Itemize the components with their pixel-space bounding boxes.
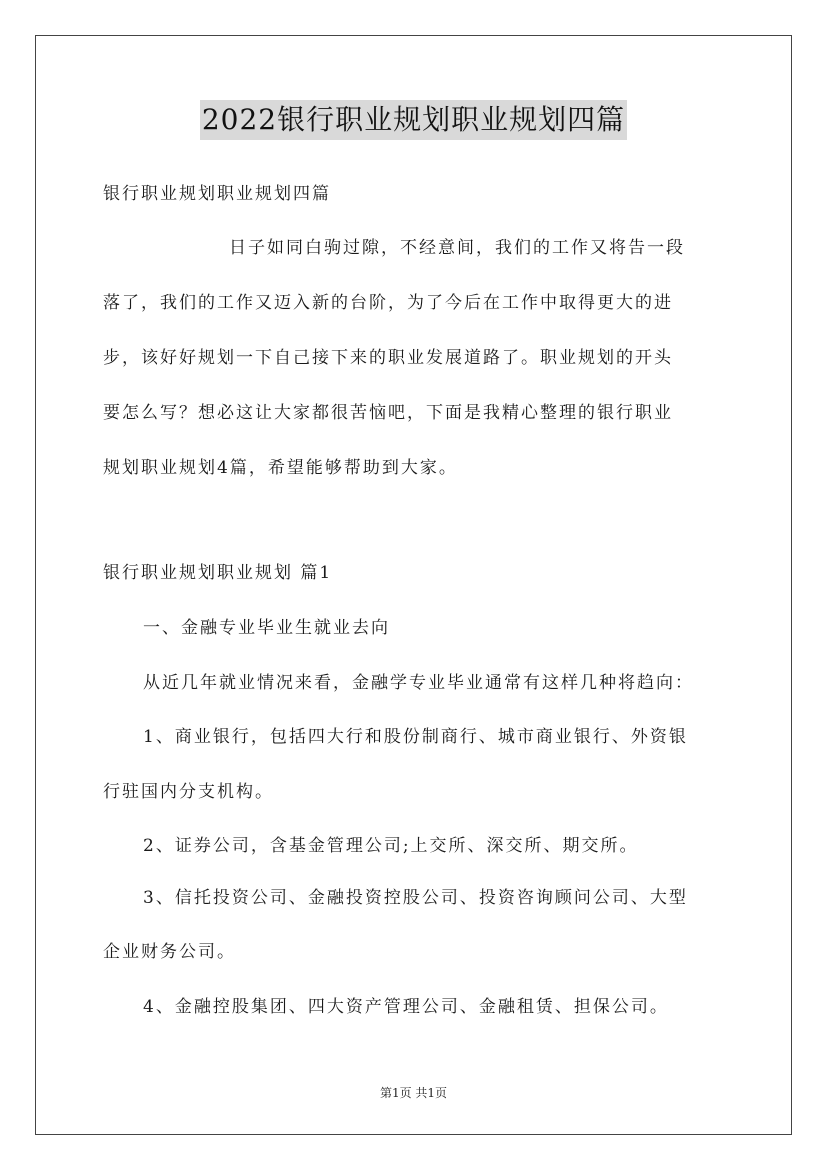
section-line-5: 2、证券公司，含基金管理公司;上交所、深交所、期交所。 (143, 836, 639, 856)
intro-line-3: 步，该好好规划一下自己接下来的职业发展道路了。职业规划的开头 (103, 348, 673, 368)
page-footer: 第1页 共1页 (379, 1086, 448, 1100)
intro-line-5: 规划职业规划4篇，希望能够帮助到大家。 (103, 458, 458, 478)
intro-line-4: 要怎么写？想必这让大家都很苦恼吧，下面是我精心整理的银行职业 (103, 403, 673, 423)
section-line-6: 3、信托投资公司、金融投资控股公司、投资咨询顾问公司、大型 (143, 888, 688, 908)
section-heading: 银行职业规划职业规划 篇1 (103, 563, 333, 583)
section-line-4: 行驻国内分支机构。 (103, 782, 274, 802)
intro-line-1: 日子如同白驹过隙，不经意间，我们的工作又将告一段 (229, 238, 685, 258)
intro-line-2: 落了，我们的工作又迈入新的台阶，为了今后在工作中取得更大的进 (103, 293, 673, 313)
document-title: 2022银行职业规划职业规划四篇 (200, 100, 627, 140)
section-line-1: 一、金融专业毕业生就业去向 (143, 618, 390, 638)
section-line-2: 从近几年就业情况来看，金融学专业毕业通常有这样几种将趋向： (143, 673, 694, 693)
document-subtitle: 银行职业规划职业规划四篇 (103, 184, 331, 204)
section-line-7: 企业财务公司。 (103, 942, 236, 962)
section-line-8: 4、金融控股集团、四大资产管理公司、金融租赁、担保公司。 (143, 997, 669, 1017)
title-block (0, 100, 827, 140)
section-line-3: 1、商业银行，包括四大行和股份制商行、城市商业银行、外资银 (143, 727, 688, 747)
